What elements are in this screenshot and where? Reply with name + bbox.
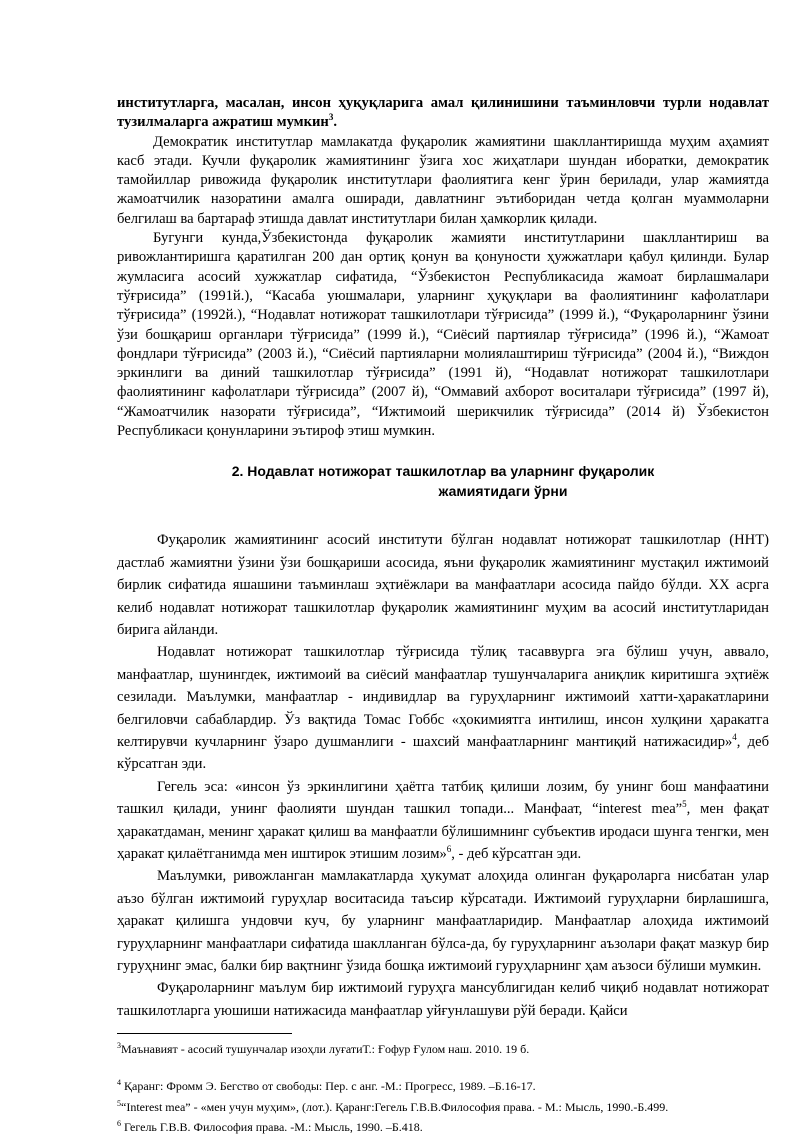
footnote-ref-5[interactable]: 5 xyxy=(682,799,687,810)
section-heading xyxy=(117,461,769,501)
footnote-5: $^5$“Interest mea” - «мен учун муҳим», (лот.). Қаранг:Гегель Г.В.В.Философия права. - М.: Мысль, 1990.-Б.499. xyxy=(117,1099,669,1115)
footnote-3: $^3$Маънавият - асосий тушунчалар изоҳли луғатиТ.: Ғофур Ғулом наш. 2010. 19 б. xyxy=(117,1041,530,1057)
footnote-ref-6[interactable]: 6 xyxy=(446,844,452,855)
section-heading-line1: 2. Нодавлат нотижорат ташкилотлар ва уларнинг фуқаролик xyxy=(231,463,655,480)
intro-text: институтларга, масалан, инсон ҳуқуқларига амал қилинишини таъминловчи турли нодавлат тузилмаларга ажратиш мумкин xyxy=(117,95,769,131)
intro-end: . xyxy=(333,114,338,131)
paragraph-social-groups: Маълумки, ривожланган мамлакатларда ҳукумат алоҳида олинган фуқароларга нисбатан улар аъзо бўлган ижтимоий гуруҳлар воситасида таъсир кўрсатади. Ижтимоий гуруҳларни бирлашишга, ҳаракат қилишга ундовчи куч, бу уларнинг манфаатларидир. Манфаатлар алоҳида ижтимоий гуруҳларнинг манфаатлари сифатида шаклланган бўлса-да, бу гуруҳларнинг аъзолари фақат мазкур бир гуруҳнинг эмас, балки бир вақтнинг ўзида бошқа ижтимоий гуруҳларнинг ҳам аъзоси бўлиши мумкин. xyxy=(117,868,769,975)
footnote-4: $^4$ Қаранг: Фромм Э. Бегство от свободы: Пер. с анг. -М.: Прогресс, 1989. –Б.16-17. xyxy=(117,1078,536,1094)
footnote-ref-3[interactable]: 3 xyxy=(328,112,334,123)
section-2-body xyxy=(117,529,769,1022)
footnote-divider xyxy=(117,1033,292,1042)
paragraph-legislation: Бугунги кунда,Ўзбекистонда фуқаролик жамияти институтларини шакллантириш ва ривожлантиришга қаратилган 200 дан ортиқ қонун ва қонуности ҳужжатлари қабул қилинди. Булар жумласига асосий хужжатлар сифатида, “Ўзбекистон Республикасида жамоат бирлашмалари тўғрисида” (1991й.), “Касаба уюшмалари, уларнинг ҳуқуқлари ва фаолиятининг кафолатлари тўғрисида” (1992й.), “Нодавлат нотижорат ташкилотлари тўғрисида” (1999 й.), “Фуқароларнинг ўзини ўзи бошқариш органлари тўғрисида” (1999 й.), “Сиёсий партиялар тўғрисида” (1996 й.), “Жамоат фондлари тўғрисида” (2003 й.), “Сиёсий партияларни молиялаштириш тўғрисида” (2004 й.), “Виждон эркинлиги ва диний ташкилотлар тўғрисида” (1991 й), “Нодавлат нотижорат ташкилотлари фаолиятининг кафолатлари тўғрисида” (2007 й), “Оммавий ахборот воситалари тўғрисида” (1997 й), “Жамоатчилик назорати тўғрисида”, “Ижтимоий шерикчилик тўғрисида” (2014 й) Ўзбекистон Республикаси қонунларини эътироф этиш мумкин. xyxy=(117,230,769,440)
paragraph-interests: Нодавлат нотижорат ташкилотлар тўғрисида тўлиқ тасаввурга эга бўлиш учун, аввало, манфаатлар, шунингдек, ижтимоий ва сиёсий манфаатлар тушунчаларига аниқлик киритишга эҳтиёж сезилади. Маълумки, манфаатлар - индивидлар ва гуруҳларнинг ижтимоий хатти-ҳаракатларини белгиловчи сабаблардир. Ўз вақтида Томас Гоббс «ҳокимиятга интилиш, инсон хулқини ҳаракатга келтирувчи кучларнинг ўзаро душманлиги - шахсий манфаатларнинг мантиқий натижасидир»$^4$, деб кўрсатган эди. xyxy=(117,644,769,773)
paragraph-hegel: Гегель эса: «инсон ўз эркинлигини ҳаётга татбиқ қилиши лозим, бу унинг бош манфаатини ташкил қилади, унинг фаолияти шундан ташкил топади... Манфаат, “interest mea”$^5$, мен фақат ҳаракатдаман, менинг ҳаракат қилиш ва манфаатли бўлишимнинг субъектив иродаси шунга тенгки, мен ҳаракат қилаётганимда мен иштирок этишим лозим»$^6$, - деб кўрсатган эди. xyxy=(117,778,769,863)
intro-paragraph xyxy=(117,94,769,133)
footnote-6: $^6$ Гегель Г.В.В. Философия права. -М.: Мысль, 1990. –Б.418. xyxy=(117,1119,423,1135)
paragraph-ngo-intro: Фуқаролик жамиятининг асосий институти бўлган нодавлат нотижорат ташкилотлар (ННТ) дастлаб жамиятни ўзини ўзи бошқариши асосида, яъни фуқаролик жамиятининг мустақил ижтимоий бирлик сифатида яшашини таъминлаш эҳтиёжлари ва манфаатлари асосида пайдо бўлди. XX асрга келиб нодавлат нотижорат ташкилотлар фуқаролик жамиятининг муҳим ва асосий институтларидан бирига айланди. xyxy=(117,532,769,638)
paragraph-democratic-institutions: Демократик институтлар мамлакатда фуқаролик жамиятини шакллантиришда муҳим аҳамият касб этади. Кучли фуқаролик жамиятининг ўзига хос жиҳатлари шундан иборатки, демократик тамойиллар ривожида фуқаролик институтлари фаолиятига кенг ўрин берилади, улар жамиятда жамоатчилик назоратини амалга оширади, давлатнинг эътиборидан четда қолган муаммоларни белгилаш ва бартараф этишда давлат институтлари билан ҳамкорлик қилади. xyxy=(117,133,769,227)
paragraph-harmonization: Фуқароларнинг маълум бир ижтимоий гуруҳга мансублигидан келиб чиқиб нодавлат нотижорат ташкилотларга уюшиши натижасида манфаатлар уйғунлашуви рўй беради. Қайси xyxy=(117,980,769,1019)
footnote-ref-4[interactable]: 4 xyxy=(732,732,737,743)
document-page xyxy=(117,94,769,1135)
section-heading-line2: жамиятидаги ўрни xyxy=(438,483,568,500)
